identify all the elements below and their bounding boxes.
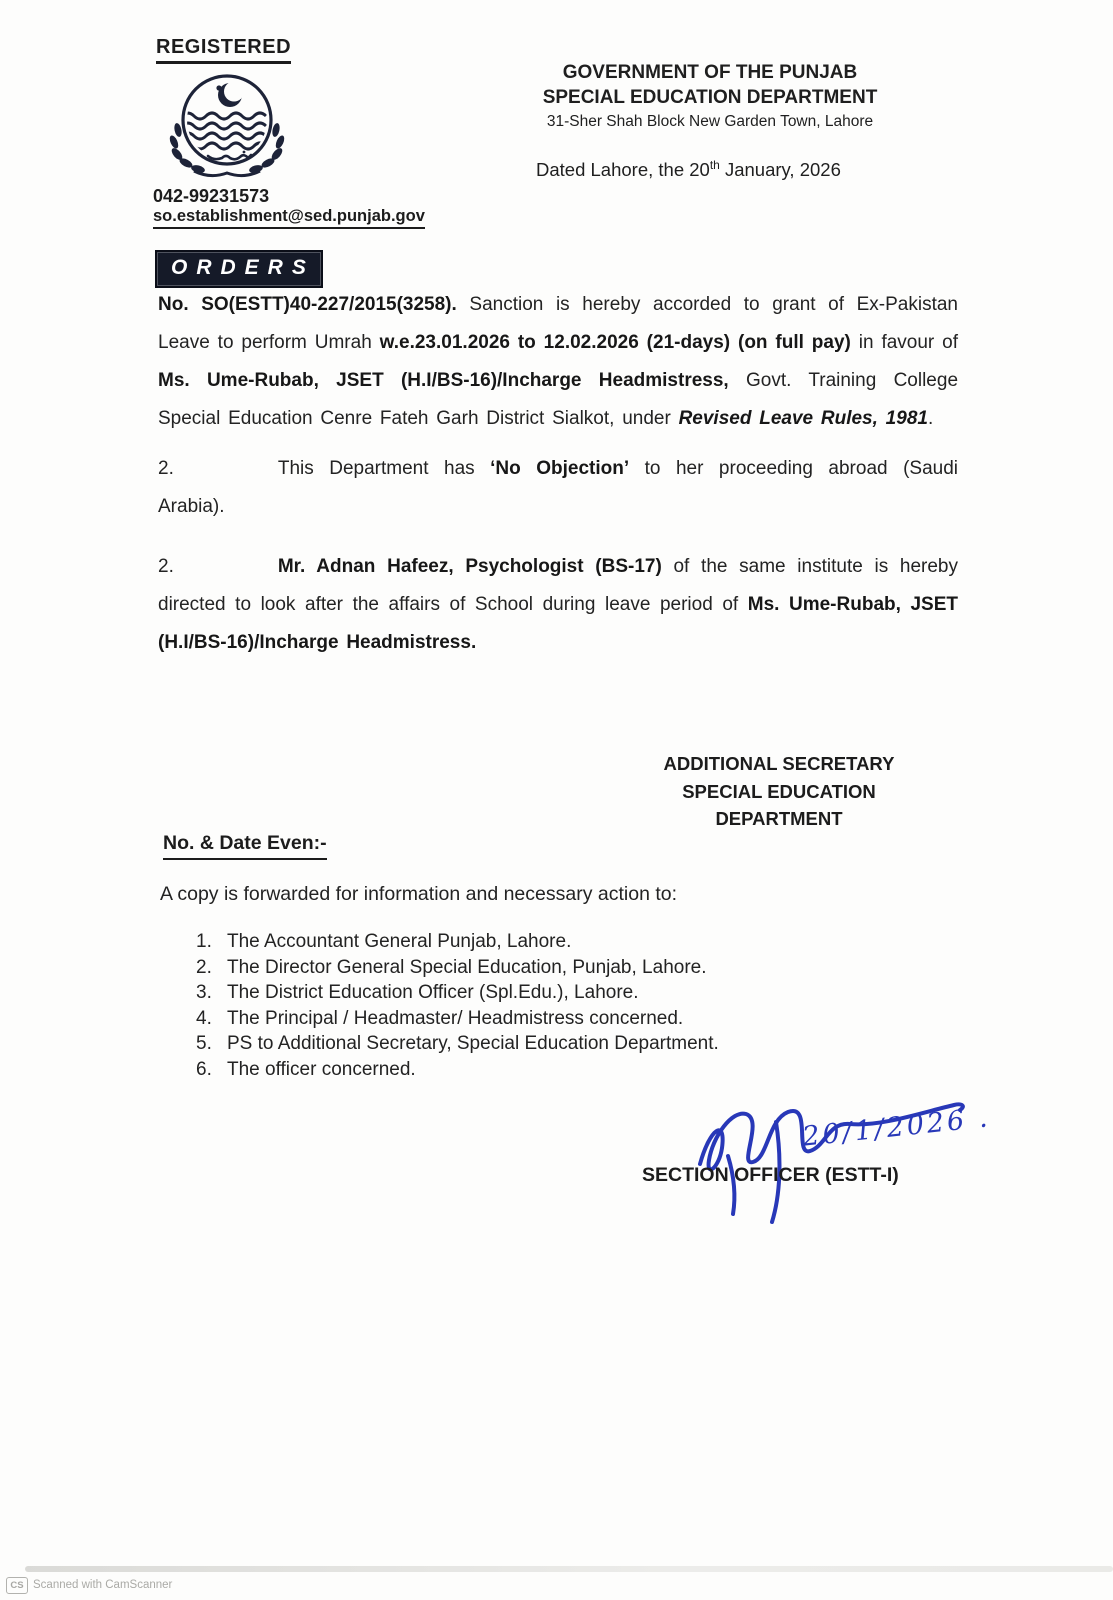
- camscanner-icon: CS: [6, 1577, 28, 1594]
- list-item: 3. The District Education Officer (Spl.Edu.), Lahore.: [196, 982, 639, 1004]
- distribution-list: [196, 929, 719, 1083]
- date-ordinal: th: [709, 158, 720, 172]
- signatory-block: [640, 750, 918, 833]
- registered-label: REGISTERED: [156, 36, 291, 64]
- copy-forwarded-intro: A copy is forwarded for information and necessary action to:: [160, 883, 678, 905]
- signatory-title-line3: DEPARTMENT: [715, 808, 843, 829]
- crescent-icon: [216, 82, 244, 108]
- list-item: 2. The Director General Special Education, Punjab, Lahore.: [196, 956, 707, 978]
- department-title: SPECIAL EDUCATION DEPARTMENT: [542, 87, 878, 108]
- camscanner-watermark: Scanned with CamScanner: [33, 1579, 173, 1591]
- department-address: 31-Sher Shah Block New Garden Town, Lahore: [546, 113, 874, 130]
- handwritten-date: 20/1/2026 .: [800, 1102, 992, 1153]
- order-paragraph-2: 2. This Department has ‘No Objection’ to her proceeding abroad (Saudi Arabia).: [158, 458, 959, 517]
- punjab-government-crest-logo: [160, 68, 294, 185]
- section-officer-title: SECTION OFFICER (ESTT-I): [642, 1164, 899, 1186]
- order-paragraph-3: 2. Mr. Adnan Hafeez, Psychologist (BS-17) of the same institute is hereby directed to look after the affairs of School during leave period of Ms. Ume-Rubab, JSET (H.I/BS-16)/Incharge Headmistress.: [158, 556, 958, 653]
- phone-number: 042-99231573: [153, 186, 270, 206]
- government-title: GOVERNMENT OF THE PUNJAB: [562, 62, 858, 83]
- list-item: 4. The Principal / Headmaster/ Headmistress concerned.: [196, 1007, 684, 1029]
- order-body: [158, 286, 958, 662]
- order-paragraph-1: No. SO(ESTT)40-227/2015(3258). Sanction is hereby accorded to grant of Ex-Pakistan Leave to perform Umrah w.e.23.01.2026 to 12.02.2026 (21-days) (on full pay) in favour of Ms. Ume-Rubab, JSET (H.I/BS-16)/Incharge Headmistress, Govt. Training College Special Education Cenre Fateh Garh District Sialkot, under Revised Leave Rules, 1981.: [158, 294, 959, 429]
- orders-heading: ORDERS: [155, 250, 323, 288]
- wheat-spray-right: [248, 122, 286, 174]
- signatory-title-line1: ADDITIONAL SECRETARY: [663, 753, 895, 774]
- signatory-title-line2: SPECIAL EDUCATION: [682, 780, 876, 802]
- document-date: Dated Lahore, the 20th January, 2026: [536, 158, 841, 181]
- list-item: 1. The Accountant General Punjab, Lahore.: [196, 931, 572, 952]
- letterhead: [505, 60, 915, 133]
- list-item: 5. PS to Additional Secretary, Special Education Department.: [196, 1033, 719, 1055]
- no-and-date-heading: No. & Date Even:-: [163, 832, 327, 860]
- email-address: so.establishment@sed.punjab.gov: [153, 207, 425, 229]
- list-item: 6. The officer concerned.: [196, 1058, 416, 1080]
- scan-artifact-line: [25, 1566, 1113, 1572]
